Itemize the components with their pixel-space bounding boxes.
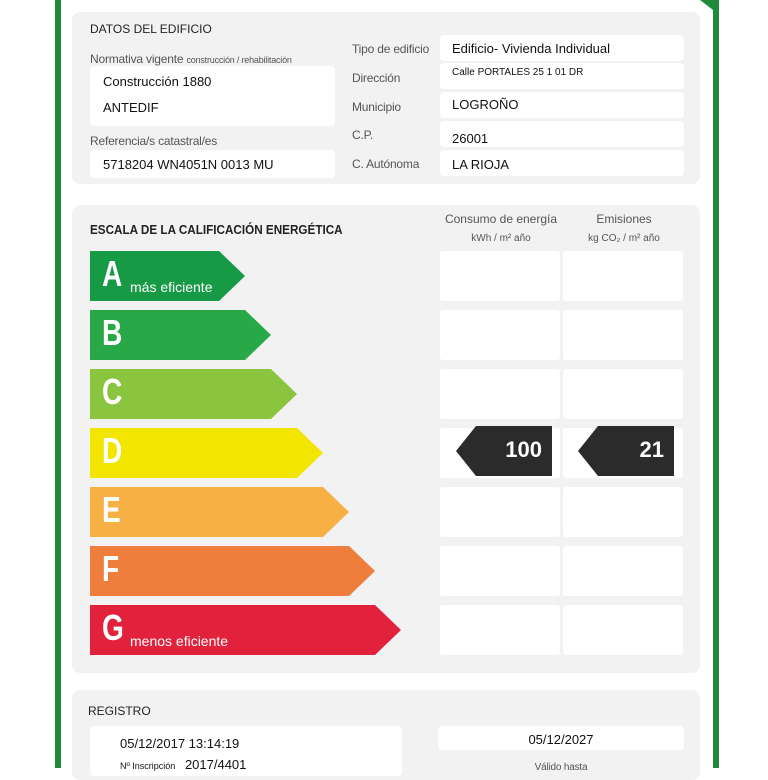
emission-column-unit: kg CO₂ / m² año (588, 233, 660, 244)
energy-cell (440, 310, 560, 360)
emission-cell (563, 369, 683, 419)
rating-band-arrow (90, 487, 349, 537)
building-section-title: DATOS DEL EDIFICIO (90, 22, 212, 36)
inscripcion-label: Nº Inscripción (120, 761, 176, 771)
emission-rating-marker (578, 426, 674, 476)
emission-cell (563, 605, 683, 655)
tipo-label: Tipo de edificio (352, 42, 430, 56)
left-green-border (55, 0, 61, 768)
municipio-label: Municipio (352, 100, 401, 114)
rating-band-d (90, 428, 323, 478)
emission-cell (563, 251, 683, 301)
autonoma-label: C. Autónoma (352, 157, 420, 171)
rating-band-note: más eficiente (130, 279, 213, 295)
energy-column-header: Consumo de energía (444, 212, 558, 226)
energy-column-unit: kWh / m² año (471, 233, 531, 244)
municipio-value: LOGROÑO (452, 97, 519, 112)
rating-band-shape (90, 487, 349, 537)
energy-cell (440, 487, 560, 537)
referencia-value: 5718204 WN4051N 0013 MU (103, 157, 274, 172)
emission-value: 21 (639, 437, 664, 462)
rating-band-arrow (90, 546, 375, 596)
autonoma-value: LA RIOJA (452, 157, 510, 172)
energy-value: 100 (505, 437, 542, 462)
rating-band-shape (90, 428, 323, 478)
rating-band-letter: B (102, 312, 123, 353)
rating-band-letter: F (102, 548, 120, 589)
emission-column-header: Emisiones (596, 212, 652, 226)
corner-mark (700, 0, 713, 10)
rating-band-c (90, 369, 297, 419)
emission-cell (563, 310, 683, 360)
rating-band-a (90, 251, 245, 301)
emission-cell (563, 487, 683, 537)
normativa-value-2: ANTEDIF (103, 100, 159, 115)
registro-section-title: REGISTRO (88, 704, 151, 718)
direccion-value: Calle PORTALES 25 1 01 DR (452, 67, 584, 78)
normativa-value-1: Construcción 1880 (103, 74, 212, 89)
energy-cell (440, 546, 560, 596)
energy-scale-title: ESCALA DE LA CALIFICACIÓN ENERGÉTICA (90, 222, 343, 237)
rating-band-g (90, 605, 401, 655)
tipo-value: Edificio- Vivienda Individual (452, 41, 611, 56)
right-green-border (713, 0, 719, 768)
rating-band-shape (90, 546, 375, 596)
rating-band-letter: A (102, 253, 123, 294)
rating-band-f (90, 546, 375, 596)
inscripcion-value: 2017/4401 (184, 757, 247, 772)
rating-band-arrow (90, 428, 323, 478)
rating-band-letter: E (102, 489, 121, 530)
cp-label: C.P. (352, 128, 373, 142)
energy-cell (440, 605, 560, 655)
valid-label: Válido hasta (534, 762, 588, 773)
rating-band-e (90, 487, 349, 537)
normativa-label: Normativa vigente construcción / rehabilitación (90, 52, 292, 66)
rating-band-b (90, 310, 271, 360)
cp-value: 26001 (452, 131, 489, 146)
rating-band-letter: D (102, 430, 123, 471)
rating-band-note: menos eficiente (130, 633, 229, 649)
rating-band-letter: G (102, 607, 124, 648)
emission-cell (563, 546, 683, 596)
valid-date: 05/12/2027 (528, 732, 594, 747)
energy-cell (440, 251, 560, 301)
rating-band-letter: C (102, 371, 123, 412)
referencia-label: Referencia/s catastral/es (90, 134, 218, 148)
inscripcion-row (120, 757, 246, 772)
energy-cell (440, 369, 560, 419)
energy-rating-marker (456, 426, 552, 476)
direccion-label: Dirección (352, 71, 401, 85)
registro-datetime: 05/12/2017 13:14:19 (120, 736, 240, 751)
